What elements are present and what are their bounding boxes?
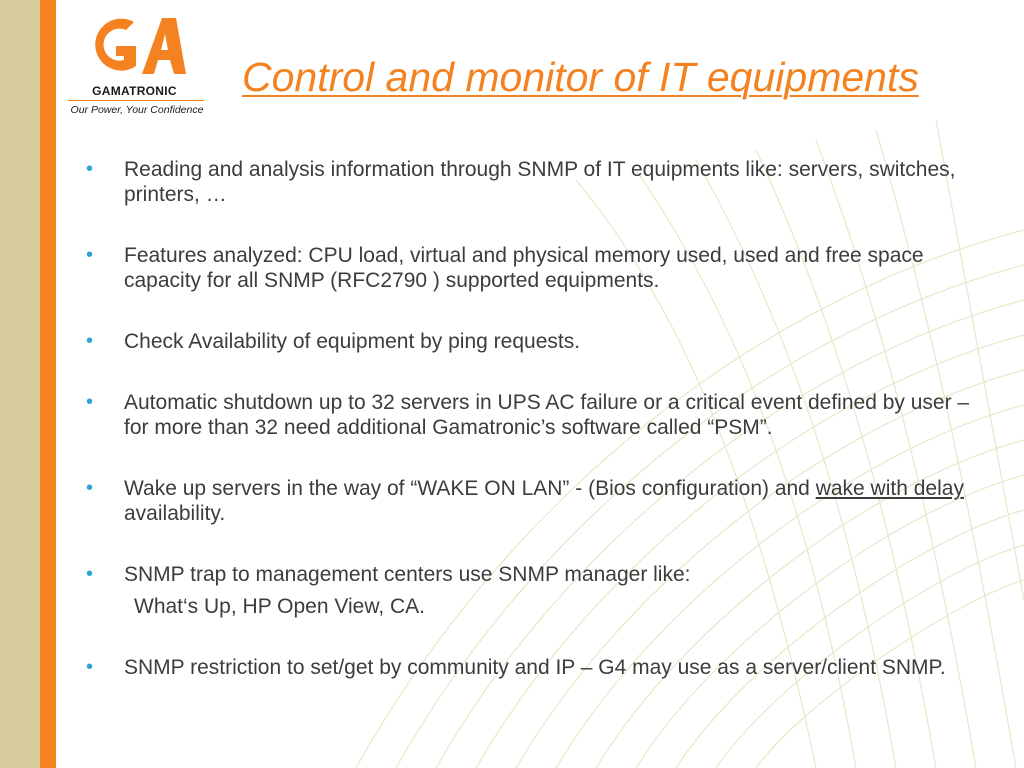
bullet-text-after: availability. [124, 502, 226, 525]
bullet-dot-icon: • [86, 391, 94, 413]
bullet-text: Reading and analysis information through SNMP of IT equipments like: servers, switches, printers, … [124, 158, 956, 206]
bullet-text-before: Wake up servers in the way of “WAKE ON LAN” - (Bios configuration) and [124, 477, 816, 500]
bullet-dot-icon: • [86, 330, 94, 352]
bullet-item [86, 655, 986, 680]
bullet-item [86, 157, 986, 207]
left-tan-stripe [0, 0, 40, 768]
bullet-text: Automatic shutdown up to 32 servers in UPS AC failure or a critical event defined by user –for more than 32 need additional Gamatronic’s software called “PSM”. [124, 391, 970, 439]
bullet-dot-icon: • [86, 477, 94, 499]
bullet-text: SNMP trap to management centers use SNMP manager like: [124, 563, 691, 586]
wake-with-delay-link[interactable]: wake with delay [815, 477, 964, 500]
bullet-dot-icon: • [86, 656, 94, 678]
bullet-dot-icon: • [86, 563, 94, 585]
bullet-item [86, 243, 986, 293]
bullet-subline: What‘s Up, HP Open View, CA. [134, 595, 426, 618]
bullet-text: SNMP restriction to set/get by community and IP – G4 may use as a server/client SNMP. [124, 656, 946, 679]
logo-wordmark: GAMATRONIC [92, 84, 177, 98]
slide-title: Control and monitor of IT equipments [242, 54, 919, 100]
bullet-item [86, 562, 986, 619]
logo-divider [68, 100, 204, 101]
left-orange-stripe [40, 0, 56, 768]
bullet-dot-icon: • [86, 244, 94, 266]
gamatronic-logo [62, 14, 212, 124]
bullet-text: Check Availability of equipment by ping requests. [124, 330, 581, 353]
bullet-item [86, 390, 986, 440]
logo-tagline: Our Power, Your Confidence [70, 104, 204, 116]
bullet-list [86, 157, 986, 680]
bullet-item [86, 476, 986, 526]
bullet-dot-icon: • [86, 158, 94, 180]
ga-logo-mark-icon [86, 14, 186, 80]
bullet-text: Features analyzed: CPU load, virtual and physical memory used, used and free space capacity for all SNMP (RFC2790 ) supported equipments. [124, 244, 924, 292]
bullet-item [86, 329, 986, 354]
